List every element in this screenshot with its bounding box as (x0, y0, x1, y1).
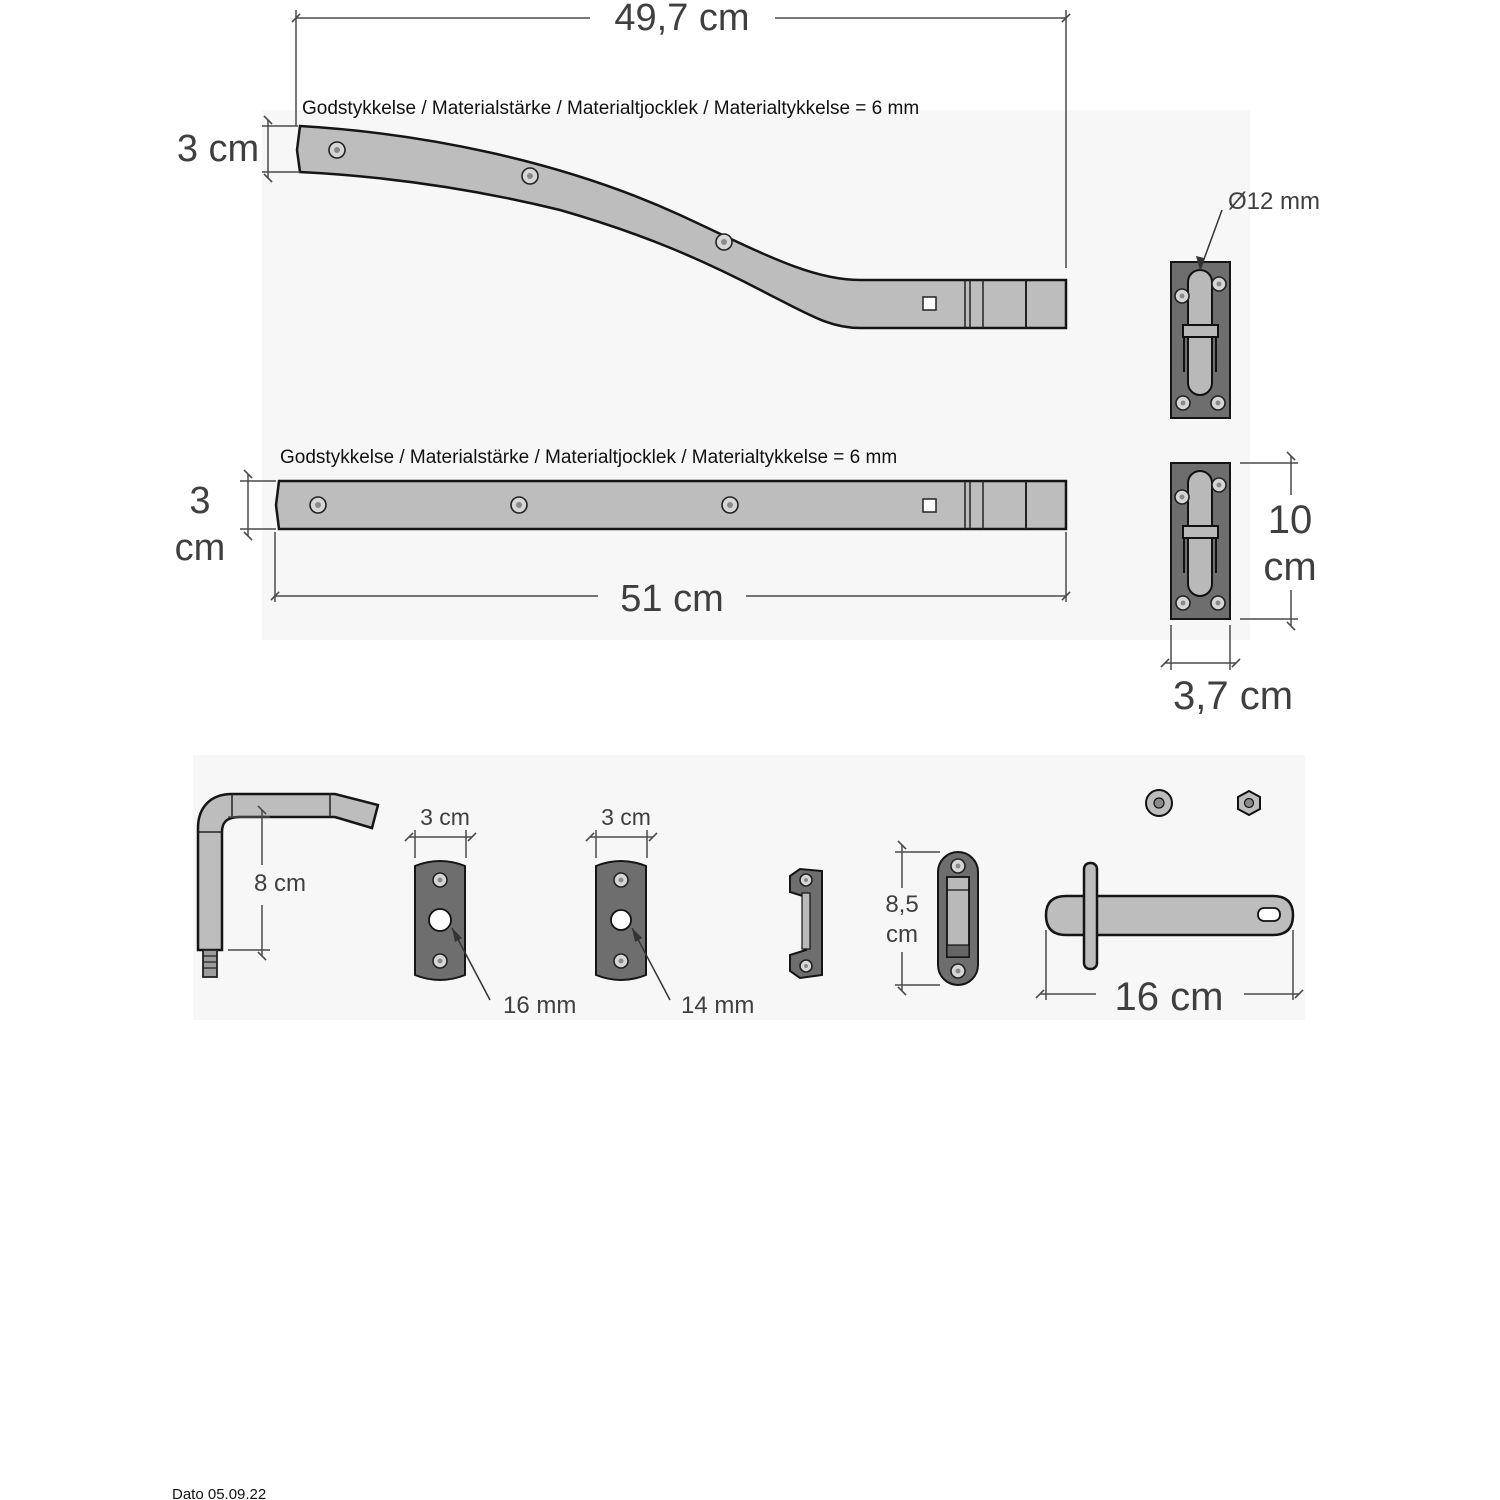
pintle-plate-width-label: 3,7 cm (1172, 674, 1294, 718)
pintle-plate-height-label-line1: 10 (1267, 498, 1313, 542)
keeper-height-label-line1: 8,5 (885, 891, 919, 918)
pintle-plate-top (1171, 262, 1230, 418)
pin-diameter-label: Ø12 mm (1228, 188, 1321, 215)
bent-strap-thickness-note: Godstykkelse / Materialstärke / Materialtjocklek / Materialtykkelse = 6 mm (302, 98, 920, 119)
washer (1146, 790, 1172, 816)
straight-strap-width-dimension (175, 474, 276, 569)
plate-16mm-width-label: 3 cm (420, 804, 470, 830)
mounting-plate-16mm (415, 861, 465, 980)
straight-strap-thickness-note: Godstykkelse / Materialstärke / Materialtjocklek / Materialtykkelse = 6 mm (280, 447, 898, 468)
pintle-plate-height-label-line2: cm (1263, 545, 1317, 589)
keeper-height-label-line2: cm (886, 921, 918, 948)
pintle-plate-bottom (1171, 463, 1230, 619)
upper-background-panel (262, 110, 1250, 640)
hook-length-label: 8 cm (253, 870, 307, 897)
plate-14mm-width-label: 3 cm (601, 804, 651, 830)
latch-keeper (938, 852, 978, 985)
plate-14mm-hole-label: 14 mm (681, 992, 755, 1019)
straight-strap-length-label: 51 cm (620, 578, 724, 620)
straight-strap-width-label-line1: 3 (189, 480, 211, 522)
hex-nut (1238, 791, 1260, 815)
mounting-plate-14mm (596, 861, 646, 980)
latch-bar-length-label: 16 cm (1114, 975, 1224, 1019)
plate-16mm-hole-label: 16 mm (503, 992, 577, 1019)
straight-strap-hinge (276, 481, 1066, 529)
straight-strap-width-label-line2: cm (174, 527, 226, 569)
date-label: Dato 05.09.22 (172, 1486, 267, 1500)
pintle-plate-height-dimension (1240, 456, 1325, 626)
bent-strap-length-label: 49,7 cm (614, 0, 750, 39)
bent-strap-width-label: 3 cm (176, 128, 260, 170)
